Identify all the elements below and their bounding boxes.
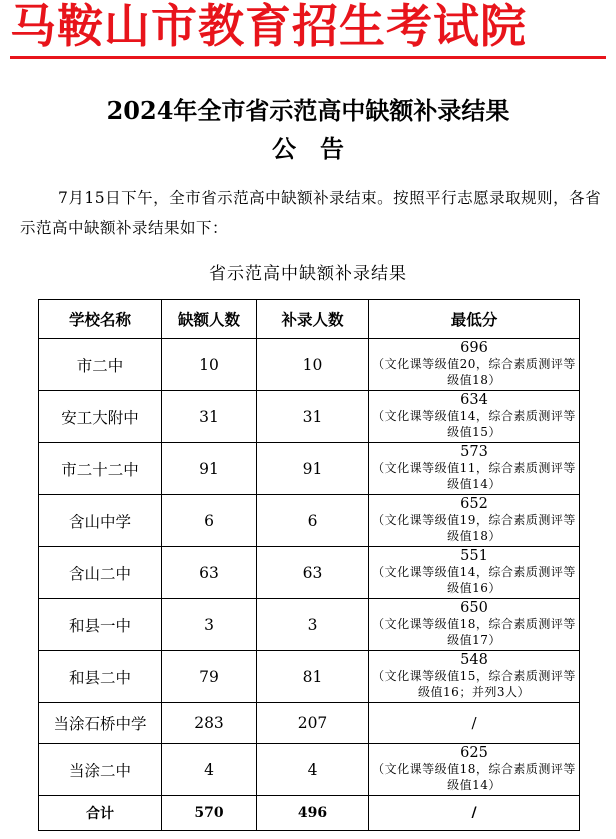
table-row <box>39 391 580 443</box>
cell-vacancies: 79 <box>162 651 257 703</box>
score-note: （文化课等级值19，综合素质测评等级值18） <box>372 513 576 543</box>
masthead-title: 马鞍山市教育招生考试院 <box>10 0 527 53</box>
cell-min-score <box>369 651 580 703</box>
score-value: 696 <box>460 340 488 356</box>
cell-admitted: 6 <box>257 495 369 547</box>
cell-school: 和县二中 <box>39 651 162 703</box>
cell-min-score <box>369 599 580 651</box>
table-total-row <box>39 796 580 831</box>
table-row <box>39 339 580 391</box>
score-value: 625 <box>460 745 488 761</box>
cell-admitted: 91 <box>257 443 369 495</box>
table-row <box>39 443 580 495</box>
cell-school: 市二中 <box>39 339 162 391</box>
table-row <box>39 744 580 796</box>
cell-admitted: 63 <box>257 547 369 599</box>
cell-admitted: 10 <box>257 339 369 391</box>
score-value: 650 <box>460 600 488 616</box>
cell-school: 市二十二中 <box>39 443 162 495</box>
header-school: 学校名称 <box>39 300 162 339</box>
total-admitted: 496 <box>257 796 369 831</box>
intro-paragraph: 7月15日下午，全市省示范高中缺额补录结束。按照平行志愿录取规则，各省示范高中缺额补录结果如下： <box>20 189 602 237</box>
cell-min-score <box>369 339 580 391</box>
table-row <box>39 495 580 547</box>
cell-min-score <box>369 703 580 744</box>
total-vacancies: 570 <box>162 796 257 831</box>
score-note: （文化课等级值20，综合素质测评等级值18） <box>372 357 576 387</box>
cell-vacancies: 91 <box>162 443 257 495</box>
score-note: （文化课等级值14，综合素质测评等级值16） <box>372 565 576 595</box>
cell-school: 和县一中 <box>39 599 162 651</box>
cell-school: 含山二中 <box>39 547 162 599</box>
score-value: 652 <box>460 496 488 512</box>
cell-vacancies: 31 <box>162 391 257 443</box>
table-row <box>39 599 580 651</box>
score-value: 551 <box>460 548 488 564</box>
cell-min-score <box>369 744 580 796</box>
score-note: （文化课等级值11，综合素质测评等级值14） <box>372 461 576 491</box>
cell-min-score <box>369 547 580 599</box>
cell-vacancies: 63 <box>162 547 257 599</box>
score-value: / <box>471 714 477 732</box>
cell-vacancies: 10 <box>162 339 257 391</box>
score-value: 634 <box>460 392 488 408</box>
score-value: 573 <box>460 444 488 460</box>
cell-admitted: 4 <box>257 744 369 796</box>
cell-school: 当涂石桥中学 <box>39 703 162 744</box>
score-note: （文化课等级值14，综合素质测评等级值15） <box>372 409 576 439</box>
score-note: （文化课等级值15，综合素质测评等级值16；并列3人） <box>372 669 576 699</box>
masthead-divider <box>10 56 606 59</box>
cell-admitted: 81 <box>257 651 369 703</box>
cell-min-score <box>369 443 580 495</box>
cell-school: 含山中学 <box>39 495 162 547</box>
document-subtitle: 公告 <box>272 134 368 163</box>
score-note: （文化课等级值18，综合素质测评等级值14） <box>372 762 576 792</box>
table-row <box>39 703 580 744</box>
header-admitted: 补录人数 <box>257 300 369 339</box>
score-value: 548 <box>460 652 488 668</box>
table-row <box>39 547 580 599</box>
cell-vacancies: 4 <box>162 744 257 796</box>
header-vacancies: 缺额人数 <box>162 300 257 339</box>
cell-min-score <box>369 495 580 547</box>
table-header-row <box>39 300 580 339</box>
cell-min-score <box>369 391 580 443</box>
total-label: 合计 <box>39 796 162 831</box>
total-min-score: / <box>369 796 580 831</box>
cell-admitted: 3 <box>257 599 369 651</box>
table-caption: 省示范高中缺额补录结果 <box>209 264 407 284</box>
document-title: 2024年全市省示范高中缺额补录结果 <box>106 96 510 125</box>
cell-admitted: 31 <box>257 391 369 443</box>
results-table <box>38 299 580 831</box>
cell-school: 安工大附中 <box>39 391 162 443</box>
cell-vacancies: 6 <box>162 495 257 547</box>
cell-admitted: 207 <box>257 703 369 744</box>
cell-vacancies: 3 <box>162 599 257 651</box>
cell-vacancies: 283 <box>162 703 257 744</box>
cell-school: 当涂二中 <box>39 744 162 796</box>
table-row <box>39 651 580 703</box>
header-min-score: 最低分 <box>369 300 580 339</box>
score-note: （文化课等级值18，综合素质测评等级值17） <box>372 617 576 647</box>
